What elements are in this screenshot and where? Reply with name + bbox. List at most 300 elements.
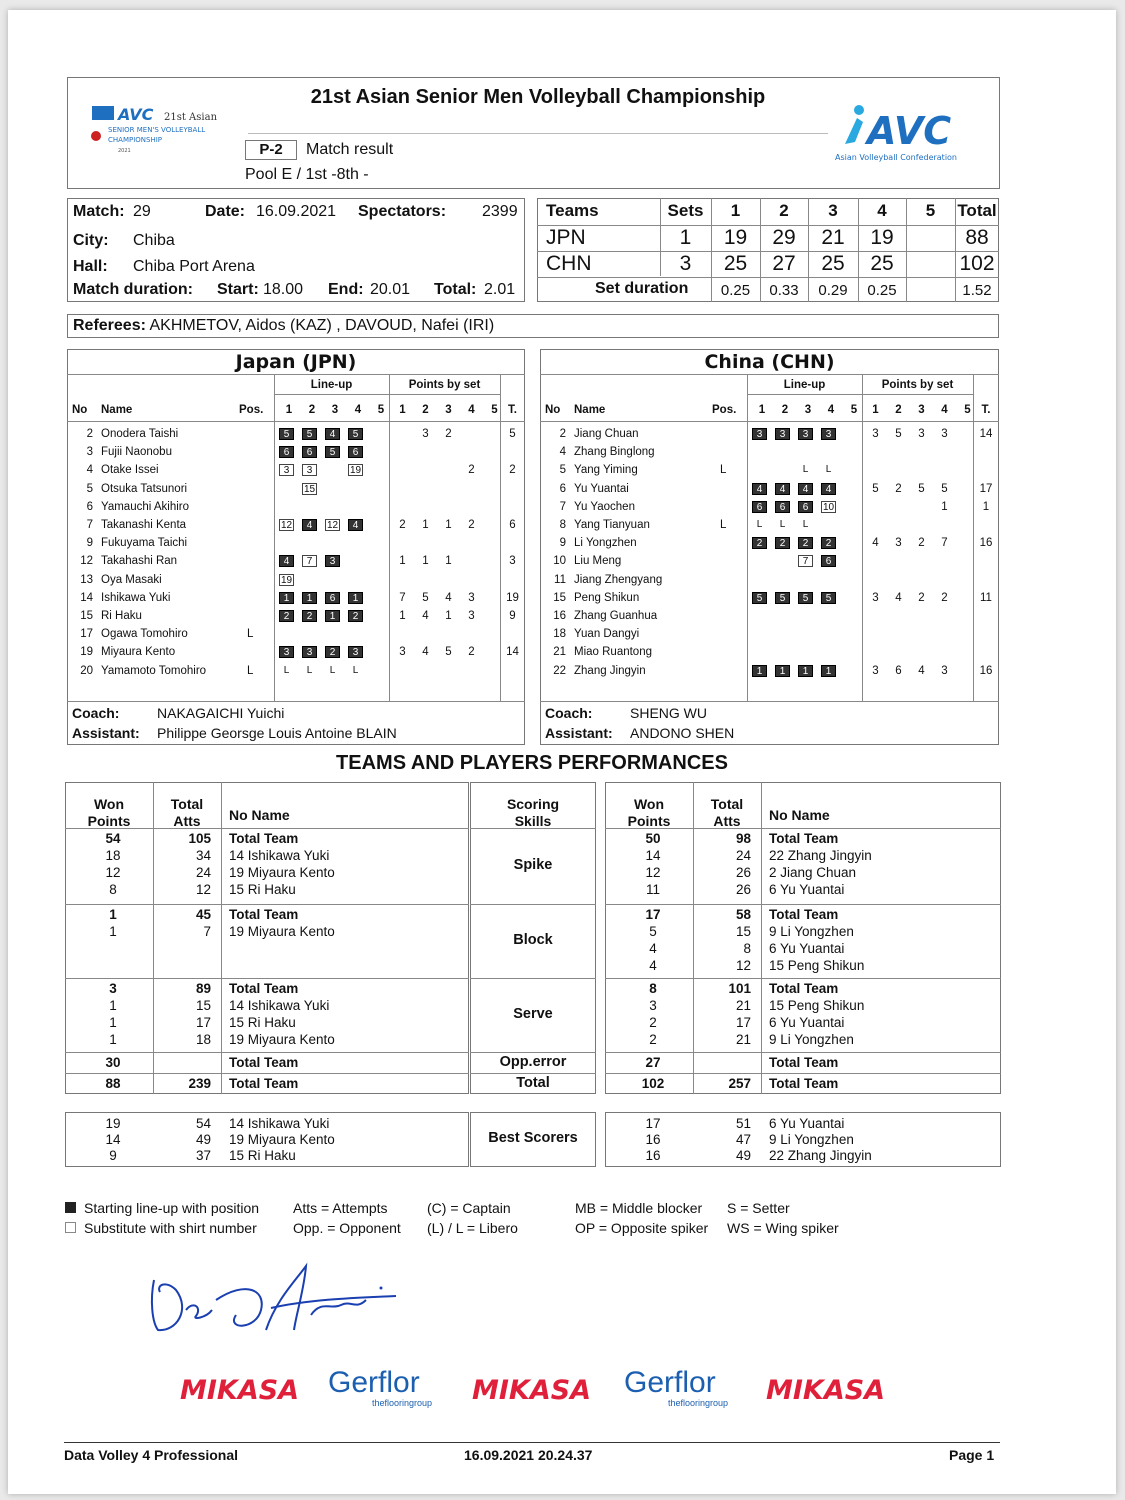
total-atts-value: 21: [735, 1032, 751, 1047]
player-number: 7: [86, 519, 93, 531]
total-team-label: Total Team: [769, 1055, 839, 1070]
best-scorer-atts: 37: [195, 1148, 211, 1163]
starting-position-square: 1: [279, 592, 294, 604]
team-title-rule: [540, 374, 999, 375]
player-total-points: [973, 571, 999, 589]
lineup-cell: [844, 592, 859, 604]
set-points: 1: [399, 555, 406, 568]
player-total-points: 1: [982, 500, 990, 513]
player-entry: 9 Li Yongzhen: [769, 924, 854, 939]
lineup-header: Line-up: [783, 379, 826, 391]
lineup-cell: [844, 501, 859, 513]
set-points: 1: [445, 519, 452, 531]
player-number: 21: [553, 646, 566, 659]
set-points: [864, 498, 887, 516]
lineup-cell: [325, 501, 340, 513]
skill-label: Opp.error: [499, 1053, 567, 1070]
player-entry: 6 Yu Yuantai: [769, 882, 845, 897]
player-total-points: [500, 534, 525, 552]
points-set-header: 4: [468, 404, 475, 416]
starting-position-square: 4: [302, 519, 317, 531]
score-header-sets: Sets: [667, 201, 704, 220]
pos-header: Pos.: [712, 404, 737, 416]
total-team-label: Total Team: [229, 1055, 299, 1070]
starting-position-square: 5: [798, 592, 813, 604]
won-points-value: 27: [645, 1055, 661, 1070]
score-s2: 27: [772, 252, 796, 275]
lineup-cell: [348, 628, 363, 640]
lineup-cell: [302, 501, 317, 513]
points-set-header: 2: [895, 404, 902, 416]
player-total-points: [973, 643, 999, 661]
city-value: Chiba: [133, 232, 175, 249]
won-points-value: 3: [109, 981, 117, 996]
set-points: [910, 498, 933, 516]
set-points: [414, 480, 437, 498]
player-total-points: 16: [979, 664, 993, 677]
starting-position-square: 3: [821, 428, 836, 440]
lineup-cell: L: [779, 519, 786, 530]
substitute-square: 12: [326, 520, 339, 531]
player-entry: 19 Miyaura Kento: [229, 1032, 335, 1047]
player-number: 3: [86, 446, 93, 459]
player-name: Ogawa Tomohiro: [101, 628, 188, 641]
skill-label: Spike: [513, 857, 553, 873]
best-scorer-points: 16: [645, 1148, 661, 1163]
score-s3: 21: [821, 226, 845, 249]
lineup-cell: [348, 555, 363, 567]
player-number: 22: [553, 664, 566, 677]
won-points-value: 12: [105, 865, 121, 880]
total-atts-value: 101: [728, 981, 751, 996]
player-name: Otsuka Tatsunori: [101, 482, 188, 495]
set-duration-value: 0.25: [720, 282, 751, 299]
assistant-label: Assistant:: [72, 725, 140, 741]
subheader-rule: [747, 394, 973, 395]
total-atts-value: 257: [728, 1076, 751, 1091]
total-atts-value: 239: [188, 1076, 211, 1091]
player-name: Oya Masaki: [101, 573, 162, 586]
set-points: [864, 461, 887, 479]
lineup-cell: [371, 464, 386, 476]
perf-section-rule: [65, 978, 469, 979]
set-points: 4: [445, 591, 452, 604]
lineup-cell: [775, 555, 790, 567]
set-points: [864, 516, 887, 534]
total-duration-label: Total:: [434, 281, 477, 298]
team-title: China (CHN): [704, 351, 835, 373]
lineup-cell: [279, 483, 294, 495]
starting-position-square: 1: [798, 665, 813, 677]
player-number: 14: [80, 591, 93, 604]
set-points: [933, 607, 956, 625]
best-scorer-name: 6 Yu Yuantai: [769, 1116, 845, 1131]
points-rule: [389, 374, 390, 701]
footer-rule: [64, 1442, 1000, 1443]
player-total-points: [500, 498, 525, 516]
set-points: 1: [399, 610, 406, 622]
lineup-cell: [775, 646, 790, 658]
lineup-cell: [302, 537, 317, 549]
lineup-cell: [325, 483, 340, 495]
set-points: [437, 461, 460, 479]
starting-position-square: 1: [348, 592, 363, 604]
lineup-cell: [325, 574, 340, 586]
set-points: 1: [445, 610, 452, 622]
assistant-label: Assistant:: [545, 725, 613, 741]
starting-position-square: 3: [752, 428, 767, 440]
set-points: [910, 516, 933, 534]
footer-page: Page 1: [949, 1447, 995, 1463]
set-points: [864, 443, 887, 461]
set-points: [391, 625, 414, 643]
player-name: Fujii Naonobu: [101, 446, 172, 459]
set-points: [437, 534, 460, 552]
score-s1: 19: [723, 226, 748, 249]
set-points: 2: [941, 591, 948, 604]
set-points: [391, 571, 414, 589]
set-points: [933, 552, 956, 570]
player-name: Miyaura Kento: [101, 646, 176, 659]
lineup-cell: [371, 483, 386, 495]
lineup-cell: [844, 519, 859, 531]
points-set-header: 1: [872, 404, 879, 416]
set-points: 3: [941, 664, 948, 677]
player-total-points: 14: [979, 428, 993, 440]
lineup-set-header: 2: [781, 404, 789, 416]
lineup-cell: [752, 610, 767, 622]
set-points: [437, 480, 460, 498]
total-atts-value: 17: [195, 1015, 211, 1030]
score-s4: 25: [870, 252, 894, 275]
lineup-cell: [844, 555, 859, 567]
lineup-cell: [371, 592, 386, 604]
lineup-cell: [279, 628, 294, 640]
set-points: 7: [941, 537, 948, 550]
set-points: 4: [872, 537, 879, 550]
best-scorer-points: 9: [109, 1148, 117, 1163]
player-name: Yamauchi Akihiro: [101, 500, 189, 513]
starting-position-square: 6: [279, 446, 294, 458]
total-atts-header: Atts: [713, 813, 741, 829]
legend: [65, 1198, 965, 1243]
lineup-cell: [775, 610, 790, 622]
lineup-cell: [844, 646, 859, 658]
lineup-cell: [752, 628, 767, 640]
lineup-cell: [844, 428, 859, 440]
points-set-header: 5: [964, 404, 971, 416]
set-points: [460, 625, 483, 643]
lineup-cell: [752, 446, 767, 458]
total-atts-value: 12: [195, 882, 211, 897]
svg-text:2021: 2021: [118, 148, 131, 154]
set-points: [887, 625, 910, 643]
set-points: [864, 643, 887, 661]
player-total-points: 14: [506, 646, 519, 659]
total-team-label: Total Team: [769, 1076, 839, 1091]
player-entry: 14 Ishikawa Yuki: [229, 848, 330, 863]
left-logo: [88, 102, 238, 162]
starting-position-square: 3: [279, 646, 294, 658]
legend-setter: S = Setter: [727, 1200, 790, 1216]
starting-position-square: 6: [325, 592, 340, 604]
lineup-cell: [325, 464, 340, 476]
lineup-cell: [844, 665, 859, 677]
lineup-set-header: 3: [804, 404, 812, 416]
set-points: 4: [422, 646, 429, 659]
player-name: Jiang Zhengyang: [574, 573, 663, 586]
header-rule: [540, 421, 999, 422]
won-points-value: 1: [109, 1032, 117, 1047]
set-points: 1: [445, 555, 452, 568]
set-points: 1: [422, 555, 429, 568]
won-points-value: 50: [645, 831, 661, 846]
starting-position-square: 4: [752, 483, 767, 495]
won-points-value: 8: [649, 981, 657, 996]
won-points-value: 1: [109, 1015, 117, 1030]
lineup-set-header: 2: [308, 404, 316, 416]
player-total-points: 9: [509, 610, 516, 622]
lineup-cell: [371, 665, 386, 677]
set-points: 3: [399, 646, 406, 659]
won-points-value: 1: [109, 907, 117, 922]
lineup-cell: [821, 646, 836, 658]
footer-software: Data Volley 4 Professional: [64, 1447, 239, 1463]
team-title-rule: [67, 374, 525, 375]
set-points: [414, 571, 437, 589]
lineup-set-header: 3: [331, 404, 339, 416]
lineup-cell: [752, 464, 767, 476]
set-points: [910, 643, 933, 661]
score-header-set4: 4: [877, 201, 887, 220]
assistant-name: Philippe Georsge Louis Antoine BLAIN: [157, 725, 397, 741]
lineup-cell: [371, 646, 386, 658]
set-points: [437, 571, 460, 589]
player-total-points: [973, 443, 999, 461]
score-row-rule: [537, 277, 999, 278]
set-points: 5: [872, 482, 879, 495]
player-total-points: 5: [509, 428, 516, 440]
player-name: Zhang Binglong: [574, 446, 655, 459]
set-points: [460, 443, 483, 461]
starting-position-square: 5: [752, 592, 767, 604]
lineup-cell: [348, 501, 363, 513]
set-points: 5: [941, 482, 948, 495]
subheader-rule: [274, 394, 500, 395]
lineup-cell: L: [756, 519, 763, 530]
set-points: 1: [422, 519, 429, 531]
starting-position-square: 5: [348, 428, 363, 440]
legend-ws: WS = Wing spiker: [727, 1220, 839, 1236]
player-entry: 15 Peng Shikun: [769, 958, 865, 973]
set-duration-label: Set duration: [595, 280, 689, 297]
player-entry: 19 Miyaura Kento: [229, 924, 335, 939]
legend-libero: (L) / L = Libero: [427, 1220, 518, 1236]
starting-position-square: 1: [752, 665, 767, 677]
best-scorer-points: 16: [645, 1132, 661, 1147]
coach-rule: [67, 701, 525, 702]
lineup-cell: L: [329, 664, 336, 676]
set-points: [460, 571, 483, 589]
set-duration-value: 0.25: [867, 282, 897, 299]
set-points: [460, 498, 483, 516]
performances-title: TEAMS AND PLAYERS PERFORMANCES: [336, 752, 728, 774]
player-number: 4: [86, 464, 93, 477]
total-team-label: Total Team: [769, 831, 839, 846]
set-points: [864, 625, 887, 643]
best-scorer-name: 19 Miyaura Kento: [229, 1132, 335, 1147]
player-entry: 6 Yu Yuantai: [769, 941, 845, 956]
won-points-value: 2: [649, 1015, 657, 1030]
player-number: 2: [559, 428, 566, 440]
scoring-skills-header: Skills: [514, 813, 552, 829]
lineup-cell: [798, 646, 813, 658]
set-points: 2: [445, 428, 452, 440]
player-name: Zhang Guanhua: [574, 610, 658, 622]
set-points: 3: [872, 664, 879, 677]
starting-position-square: 4: [279, 555, 294, 567]
spectators-value: 2399: [482, 203, 518, 220]
set-points: [933, 643, 956, 661]
name-header: Name: [574, 404, 606, 416]
player-number: 20: [80, 664, 93, 677]
player-number: 6: [86, 500, 93, 513]
starting-position-square: 2: [325, 646, 340, 658]
player-total-points: [500, 662, 525, 680]
starting-position-square: 1: [302, 592, 317, 604]
lineup-cell: [371, 446, 386, 458]
scoring-skills-header: Scoring: [506, 796, 560, 812]
substitute-square: 7: [798, 555, 813, 567]
won-points-value: 54: [105, 831, 121, 846]
player-total-points: [500, 443, 525, 461]
perf-section-rule: [605, 978, 1001, 979]
score-sets: 1: [679, 226, 692, 249]
total-atts-value: 15: [735, 924, 751, 939]
points-set-header: 5: [491, 404, 498, 416]
player-total-points: 16: [979, 537, 993, 550]
starting-position-square: 4: [798, 483, 813, 495]
player-name: Yu Yuantai: [574, 482, 629, 495]
mikasa-logo-3: MIKASA: [766, 1375, 886, 1406]
total-atts-value: 24: [735, 848, 751, 863]
legend-op: OP = Opposite spiker: [575, 1220, 709, 1236]
lineup-cell: [775, 574, 790, 586]
player-name: Yuan Dangyi: [574, 628, 640, 641]
player-name: Jiang Chuan: [574, 428, 639, 440]
set-points: [437, 443, 460, 461]
no-header: No: [545, 404, 561, 416]
score-sets: 3: [679, 252, 692, 275]
points-set-header: 3: [918, 404, 925, 416]
starting-position-square: 5: [302, 428, 317, 440]
set-points: 6: [895, 664, 902, 677]
set-points: 4: [918, 664, 925, 677]
set-points: [910, 443, 933, 461]
match-number: 29: [133, 203, 151, 220]
best-scorer-name: 9 Li Yongzhen: [769, 1132, 854, 1147]
player-number: 10: [553, 555, 566, 568]
best-scorer-atts: 51: [735, 1116, 751, 1131]
set-points: [887, 443, 910, 461]
set-points: 5: [918, 482, 925, 495]
set-points: 3: [468, 610, 475, 622]
lineup-cell: [844, 610, 859, 622]
set-points: [437, 498, 460, 516]
starting-position-square: 2: [348, 610, 363, 622]
legend-starting: Starting line-up with position: [65, 1198, 259, 1218]
total-atts-value: 98: [735, 831, 751, 846]
won-points-header: Points: [87, 813, 131, 829]
won-points-value: 18: [105, 848, 121, 863]
no-header: No: [72, 404, 88, 416]
score-header-set3: 3: [828, 201, 838, 220]
score-s4: 19: [870, 226, 894, 249]
player-number: 19: [80, 646, 93, 659]
lineup-header: Line-up: [310, 379, 353, 391]
title-underline: [248, 133, 828, 134]
end-label: End:: [328, 281, 364, 298]
lineup-cell: [302, 574, 317, 586]
set-points: [391, 425, 414, 443]
best-scorer-points: 19: [105, 1116, 121, 1131]
set-points: [414, 625, 437, 643]
player-number: 18: [553, 628, 566, 641]
set-duration-value: 0.33: [769, 282, 799, 299]
total-duration-value: 2.01: [484, 281, 516, 298]
substitute-square: 3: [279, 464, 294, 476]
lineup-set-header: 1: [758, 404, 766, 416]
won-points-value: 3: [649, 998, 657, 1013]
player-name: Ri Haku: [101, 610, 142, 622]
total-atts-value: 26: [735, 882, 751, 897]
pool-label: Pool E / 1st -8th -: [245, 166, 369, 183]
form-name: Match result: [306, 141, 394, 158]
perf-section-rule: [470, 978, 596, 979]
total-atts-value: 34: [195, 848, 211, 863]
player-name: Onodera Taishi: [101, 428, 179, 440]
lineup-cell: [775, 628, 790, 640]
won-points-header: Won: [93, 796, 125, 812]
referees-label: Referees:: [73, 317, 146, 334]
won-points-value: 14: [645, 848, 661, 863]
player-number: 17: [80, 628, 93, 641]
lineup-cell: [844, 537, 859, 549]
set-points: [933, 625, 956, 643]
points-header: Points by set: [881, 379, 954, 391]
player-name: Ishikawa Yuki: [101, 591, 171, 604]
starting-position-square: 6: [821, 555, 836, 567]
spectators-label: Spectators:: [358, 203, 447, 220]
team-title: Japan (JPN): [235, 351, 357, 373]
best-scorer-points: 17: [645, 1116, 661, 1131]
svg-text:21st Asian: 21st Asian: [164, 112, 218, 123]
player-number: 13: [80, 573, 93, 586]
player-total-points: [973, 516, 999, 534]
starting-position-square: 3: [798, 428, 813, 440]
score-header-teams: Teams: [546, 201, 599, 220]
player-number: 15: [80, 610, 93, 622]
lineup-cell: L: [802, 464, 809, 476]
perf-section-rule: [605, 1052, 1001, 1053]
lineup-cell: [348, 537, 363, 549]
player-number: 6: [559, 482, 566, 495]
legend-opp: Opp. = Opponent: [293, 1220, 401, 1236]
set-points: [414, 498, 437, 516]
player-total-points: 11: [980, 591, 992, 604]
starting-position-square: 2: [821, 537, 836, 549]
player-name: Liu Meng: [574, 555, 622, 568]
